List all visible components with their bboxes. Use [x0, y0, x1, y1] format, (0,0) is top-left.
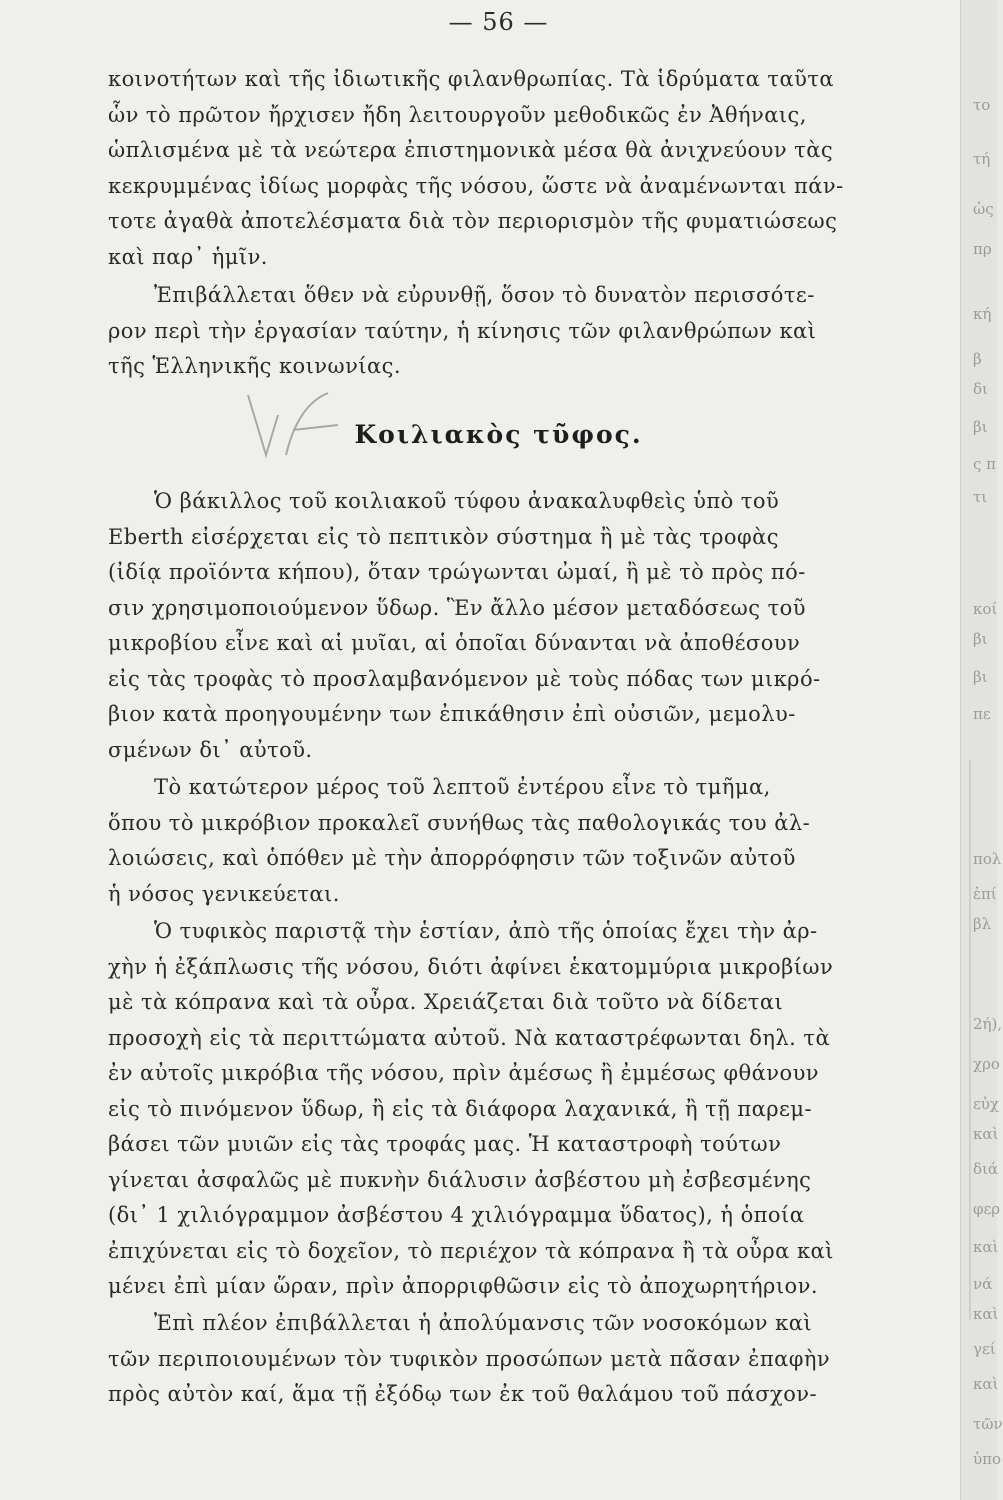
- text-line: Ὁ βάκιλλος τοῦ κοιλιακοῦ τύφου ἀνακαλυφθεὶς ὑπὸ τοῦ: [154, 489, 780, 513]
- margin-fragment: βι: [973, 668, 988, 686]
- margin-fragment: νά: [973, 1275, 993, 1293]
- text-line: ἐν αὐτοῖς μικρόβια τῆς νόσου, πρὶν ἀμέσως ἢ ἐμμέσως φθάνουν: [108, 1061, 819, 1085]
- margin-fragment: πρ: [973, 240, 992, 258]
- margin-fragment: κή: [973, 305, 992, 323]
- margin-fragment: το: [973, 96, 991, 114]
- margin-fragment: 2ή),: [973, 1015, 1003, 1033]
- paragraph-continuation: [108, 62, 926, 275]
- section-heading: Κοιλιακὸς τῦφος.: [354, 420, 643, 449]
- text-line: Τὸ κατώτερον μέρος τοῦ λεπτοῦ ἐντέρου εἶνε τὸ τμῆμα,: [154, 775, 771, 799]
- margin-fragment: χρο: [973, 1055, 1000, 1073]
- paragraph: [108, 770, 926, 912]
- text-line: καὶ παρ᾽ ἡμῖν.: [108, 244, 268, 269]
- text-line: τοτε ἀγαθὰ ἀποτελέσματα διὰ τὸν περιορισμὸν τῆς φυματιώσεως: [108, 209, 838, 233]
- margin-fragment: β: [973, 350, 982, 368]
- text-line: εἰς τὰς τροφὰς τὸ προσλαμβανόμενον μὲ τοὺς πόδας των μικρό-: [108, 666, 821, 691]
- margin-fragment: βι: [973, 630, 988, 648]
- text-line: ρον περὶ τὴν ἐργασίαν ταύτην, ἡ κίνησις τῶν φιλανθρώπων καὶ: [108, 318, 817, 343]
- margin-fragment: διά: [973, 1160, 999, 1178]
- margin-fragment: κοί: [973, 600, 998, 618]
- margin-fragment: ὡς: [973, 200, 994, 218]
- text-line: ὡπλισμένα μὲ τὰ νεώτερα ἐπιστημονικὰ μέσα θὰ ἀνιχνεύουν τὰς: [108, 138, 834, 162]
- text-line: προσοχὴ εἰς τὰ περιττώματα αὐτοῦ. Νὰ καταστρέφωνται δηλ. τὰ: [108, 1025, 831, 1050]
- text-line: (ἰδίᾳ προϊόντα κήπου), ὅταν τρώγωνται ὠμαί, ἢ μὲ τὸ πρὸς πό-: [108, 560, 806, 584]
- adjacent-page-edge: [960, 0, 1003, 1500]
- text-line: ἡ νόσος γενικεύεται.: [108, 881, 340, 906]
- margin-fragment: βι: [973, 418, 988, 436]
- gutter-rule: [969, 760, 971, 1320]
- text-line: μένει ἐπὶ μίαν ὥραν, πρὶν ἀπορριφθῶσιν εἰς τὸ ἀποχωρητήριον.: [108, 1274, 818, 1298]
- margin-fragment: τή: [973, 150, 991, 168]
- margin-fragment: γεί: [973, 1340, 996, 1358]
- text-line: Ὁ τυφικὸς παριστᾷ τὴν ἑστίαν, ἀπὸ τῆς ὁποίας ἔχει τὴν ἀρ-: [154, 919, 818, 943]
- margin-fragment: βλ: [973, 915, 992, 933]
- margin-fragment: δι: [973, 380, 988, 398]
- margin-fragment: τι: [973, 488, 988, 506]
- text-line: εἰς τὸ πινόμενον ὕδωρ, ἢ εἰς τὰ διάφορα λαχανικά, ἢ τῇ παρεμ-: [108, 1096, 813, 1121]
- margin-fragment: φερ: [973, 1200, 1001, 1218]
- margin-fragment: καὶ: [973, 1305, 999, 1323]
- paragraph: [108, 278, 926, 385]
- margin-fragment: πε: [973, 705, 991, 723]
- text-line: Eberth εἰσέρχεται εἰς τὸ πεπτικὸν σύστημα ἢ μὲ τὰς τροφὰς: [108, 524, 780, 549]
- text-line: κεκρυμμένας ἰδίως μορφὰς τῆς νόσου, ὥστε νὰ ἀναμένωνται πάν-: [108, 173, 844, 198]
- margin-fragment: εὐχ: [973, 1095, 999, 1113]
- text-line: σμένων δι᾽ αὐτοῦ.: [108, 737, 313, 762]
- text-line: ἐπιχύνεται εἰς τὸ δοχεῖον, τὸ περιέχον τὰ κόπρανα ἢ τὰ οὖρα καὶ: [108, 1238, 834, 1263]
- text-line: μικροβίου εἶνε καὶ αἱ μυῖαι, αἱ ὁποῖαι δύνανται νὰ ἀποθέσουν: [108, 631, 801, 655]
- text-line: πρὸς αὐτὸν καί, ἅμα τῇ ἐξόδῳ των ἐκ τοῦ θαλάμου τοῦ πάσχον-: [108, 1382, 818, 1406]
- paragraph: [108, 484, 926, 768]
- text-line: βάσει τῶν μυιῶν εἰς τὰς τροφάς μας. Ἡ καταστροφὴ τούτων: [108, 1132, 782, 1156]
- paragraph: [108, 1306, 926, 1413]
- margin-fragment: ἐπί: [973, 885, 997, 903]
- text-line: χὴν ἡ ἐξάπλωσις τῆς νόσου, διότι ἀφίνει ἑκατομμύρια μικροβίων: [108, 954, 834, 979]
- page-number: — 56 —: [448, 8, 549, 36]
- margin-fragment: πολ: [973, 850, 1002, 868]
- text-line: λοιώσεις, καὶ ὁπόθεν μὲ τὴν ἀπορρόφησιν τῶν τοξινῶν αὐτοῦ: [108, 846, 796, 870]
- text-line: ὧν τὸ πρῶτον ἤρχισεν ἤδη λειτουργοῦν μεθοδικῶς ἐν Ἀθήναις,: [108, 102, 807, 127]
- margin-fragment: τῶν: [973, 1415, 1003, 1433]
- margin-fragment: καὶ: [973, 1238, 999, 1256]
- text-line: κοινοτήτων καὶ τῆς ἰδιωτικῆς φιλανθρωπίας. Τὰ ἱδρύματα ταῦτα: [108, 67, 835, 91]
- text-line: γίνεται ἀσφαλῶς μὲ πυκνὴν διάλυσιν ἀσβέστου μὴ ἐσβεσμένης: [108, 1167, 812, 1192]
- text-line: ὅπου τὸ μικρόβιον προκαλεῖ συνήθως τὰς παθολογικάς του ἀλ-: [108, 810, 811, 835]
- text-line: βιον κατὰ προηγουμένην των ἐπικάθησιν ἐπὶ οὐσιῶν, μεμολυ-: [108, 702, 796, 726]
- text-line: Ἐπὶ πλέον ἐπιβάλλεται ἡ ἀπολύμανσις τῶν νοσοκόμων καὶ: [154, 1311, 813, 1335]
- paragraph: [108, 914, 926, 1305]
- text-line: σιν χρησιμοποιούμενον ὕδωρ. Ἓν ἄλλο μέσον μεταδόσεως τοῦ: [108, 595, 806, 620]
- text-line: τῶν περιποιουμένων τὸν τυφικὸν προσώπων μετὰ πᾶσαν ἐπαφὴν: [108, 1346, 831, 1371]
- text-line: τῆς Ἑλληνικῆς κοινωνίας.: [108, 354, 401, 378]
- margin-fragment: καὶ: [973, 1375, 999, 1393]
- text-line: μὲ τὰ κόπρανα καὶ τὰ οὖρα. Χρειάζεται διὰ τοῦτο νὰ δίδεται: [108, 990, 784, 1014]
- text-line: Ἐπιβάλλεται ὅθεν νὰ εὐρυνθῇ, ὅσον τὸ δυνατὸν περισσότε-: [154, 283, 815, 307]
- margin-fragment: ς π: [973, 455, 997, 473]
- margin-fragment: ὑπο: [973, 1450, 1002, 1468]
- text-line: (δι᾽ 1 χιλιόγραμμον ἀσβέστου 4 χιλιόγραμμα ὕδατος), ἡ ὁποία: [108, 1203, 805, 1227]
- margin-fragment: καὶ: [973, 1125, 999, 1143]
